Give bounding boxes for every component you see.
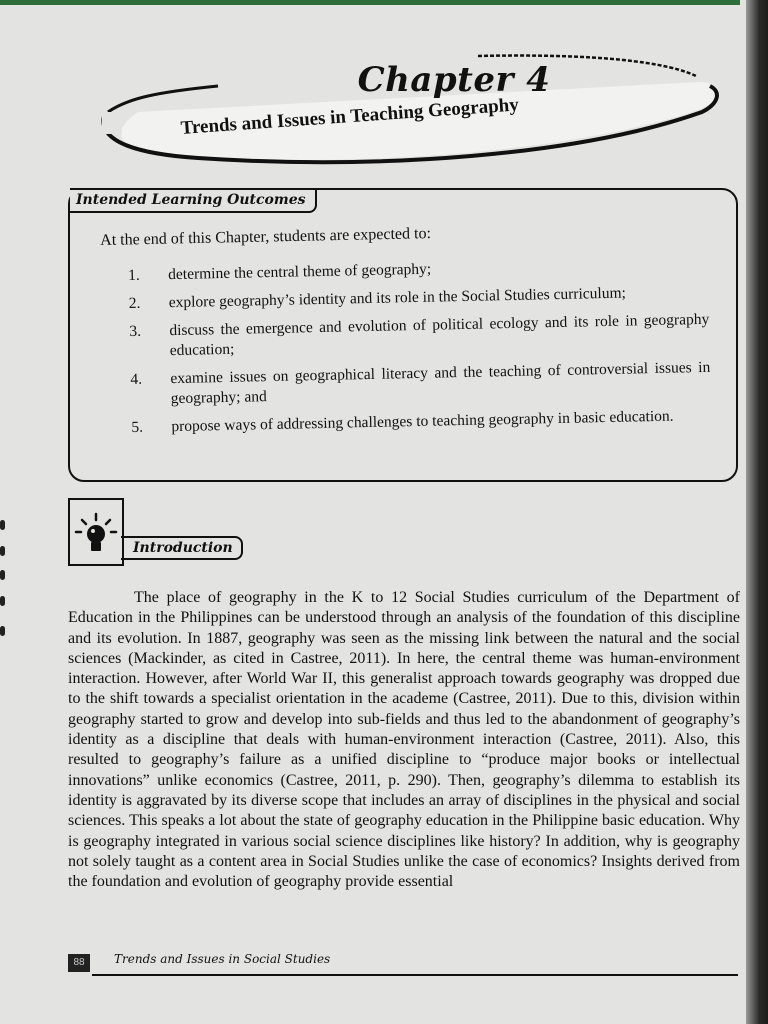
introduction-heading: Introduction bbox=[121, 536, 243, 560]
chapter-banner bbox=[98, 52, 728, 182]
footer-divider bbox=[92, 974, 738, 976]
item-text: explore geography’s identity and its role in the Social Studies curriculum; bbox=[168, 284, 627, 312]
page-edge-shadow bbox=[746, 0, 768, 1024]
page-footer bbox=[68, 950, 738, 978]
item-number: 2. bbox=[128, 294, 141, 312]
lightbulb-icon bbox=[70, 500, 122, 564]
item-text: propose ways of addressing challenges to teaching geography in basic education. bbox=[171, 407, 674, 436]
chapter-subtitle: Trends and Issues in Teaching Geography bbox=[180, 94, 520, 139]
item-number: 1. bbox=[128, 266, 140, 284]
introduction-paragraph: The place of geography in the K to 12 Social Studies curriculum of the Department of Education in the Philippines can be understood through an analysis of the foundation of this discipline and its evolution. In 1887, geography was seen as the missing link between the natural and the social sciences (Mackinder, as cited in Castree, 2011). In here, the central theme was human-environment interaction. However, after World War II, this generalist approach towards geography was dropped due to the shift towards a specialist orientation in the academe (Castree, 2011). Due to this, division within geography started to grow and develop into sub-fields and thus led to the abandonment of geography’s identity as a discipline that deals with human-environment interaction (Castree, 2011). Also, this resulted to geography’s failure as a unified discipline to “produce major books or intellectual innovations” unlike economics (Castree, 2011, p. 290). Then, geography’s dilemma to establish its identity is aggravated by its diverse scope that includes an array of disciplines in the physical and social sciences. This speaks a lot about the state of geography education in the Philippine basic education. Why is geography integrated in various social science disciplines like history? In addition, why is geography not solely taught as a content area in Social Studies unlike the case of economics? Insights derived from the foundation and evolution of geography provide essential bbox=[68, 589, 740, 891]
outcomes-intro: At the end of this Chapter, students are expected to: bbox=[100, 225, 432, 249]
list-item bbox=[129, 310, 710, 362]
book-title: Trends and Issues in Social Studies bbox=[114, 952, 331, 966]
outcomes-heading: Intended Learning Outcomes bbox=[70, 188, 317, 213]
outcomes-list bbox=[128, 254, 712, 446]
item-text: examine issues on geographical literacy and the teaching of controversial issues in geography; and bbox=[170, 358, 711, 408]
list-item bbox=[129, 282, 709, 314]
top-border bbox=[0, 0, 740, 5]
list-item bbox=[128, 254, 708, 286]
item-text: discuss the emergence and evolution of political ecology and its role in geography education; bbox=[169, 310, 710, 360]
item-number: 4. bbox=[130, 370, 143, 388]
item-text: determine the central theme of geography; bbox=[168, 260, 432, 284]
list-item bbox=[130, 358, 711, 410]
item-number: 5. bbox=[131, 418, 144, 436]
page-number: 88 bbox=[68, 954, 90, 972]
introduction-icon-box bbox=[68, 498, 124, 566]
chapter-title: Chapter 4 bbox=[357, 60, 551, 100]
list-item bbox=[131, 406, 711, 438]
outcomes-box bbox=[68, 188, 738, 482]
item-number: 3. bbox=[129, 322, 142, 340]
